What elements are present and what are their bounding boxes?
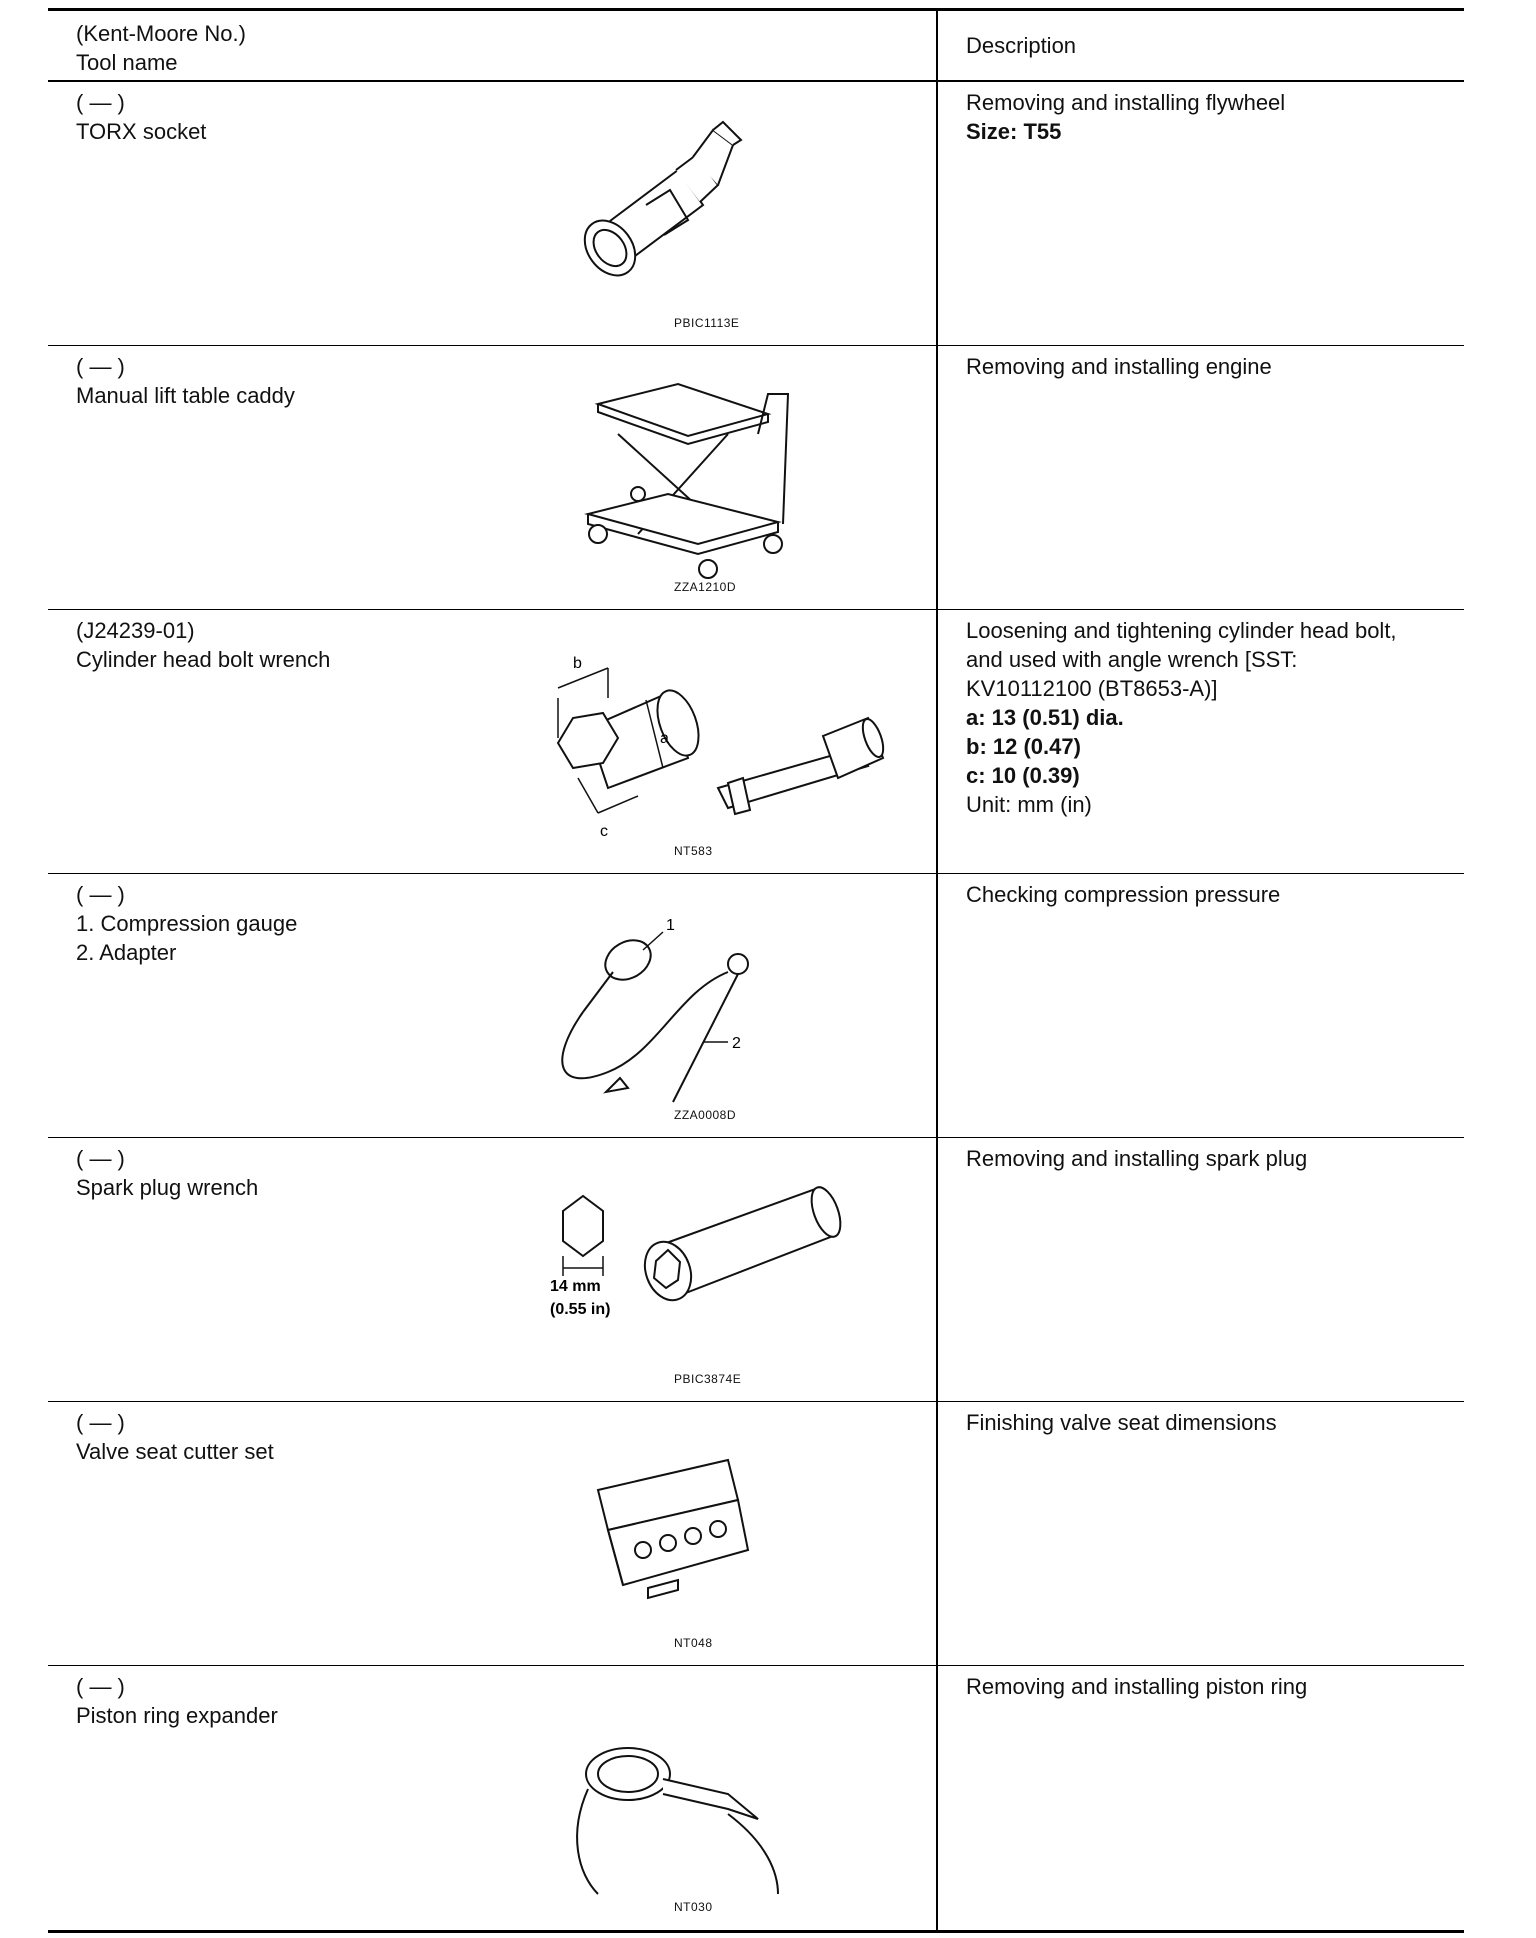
piston-ring-expander-drawing <box>528 1694 908 1926</box>
description-cell <box>966 352 1446 381</box>
tool-cell <box>76 880 297 967</box>
header-kent-moore-label: (Kent-Moore No.) <box>76 21 246 46</box>
table-row <box>48 610 1464 874</box>
figure-code: PBIC3874E <box>674 1372 742 1386</box>
description-text: Finishing valve seat dimensions <box>966 1410 1277 1435</box>
lift-table-drawing <box>528 374 908 606</box>
figure-code: PBIC1113E <box>674 316 740 330</box>
hex-size-mm: 14 mm <box>550 1278 601 1295</box>
spark-plug-wrench-drawing <box>528 1166 908 1398</box>
kent-moore-number: ( — ) <box>76 882 125 907</box>
tool-name: Manual lift table caddy <box>76 383 295 408</box>
valve-seat-cutter-drawing <box>528 1430 908 1662</box>
description-unit: Unit: mm (in) <box>966 792 1092 817</box>
description-cell <box>966 1672 1446 1701</box>
description-cell <box>966 88 1446 146</box>
torx-socket-illustration <box>528 110 908 342</box>
lift-table-illustration <box>528 374 908 606</box>
column-divider <box>936 8 938 1933</box>
table-row <box>48 1402 1464 1666</box>
description-text: Loosening and tightening cylinder head bolt, <box>966 618 1397 643</box>
table-bottom-rule <box>48 1930 1464 1933</box>
spark-plug-wrench-illustration <box>528 1166 908 1398</box>
description-cell <box>966 616 1446 819</box>
figure-code: ZZA0008D <box>674 1108 737 1122</box>
figure-code: NT583 <box>674 844 713 858</box>
description-text: Checking compression pressure <box>966 882 1281 907</box>
torx-socket-drawing <box>528 110 908 342</box>
description-text: Removing and installing flywheel <box>966 90 1286 115</box>
figure-code: NT030 <box>674 1900 713 1914</box>
description-cell <box>966 1144 1446 1173</box>
description-text: Removing and installing piston ring <box>966 1674 1308 1699</box>
compression-gauge-illustration <box>528 902 908 1134</box>
tool-cell <box>76 352 295 410</box>
tool-cell <box>76 1144 258 1202</box>
tool-name: Cylinder head bolt wrench <box>76 647 331 672</box>
table-row <box>48 346 1464 610</box>
table-row <box>48 82 1464 346</box>
description-text: KV10112100 (BT8653-A)] <box>966 676 1218 701</box>
table-header <box>48 11 1464 81</box>
header-tool-name-label: Tool name <box>76 50 178 75</box>
table-row <box>48 874 1464 1138</box>
kent-moore-number: ( — ) <box>76 1674 125 1699</box>
tool-name: Valve seat cutter set <box>76 1439 274 1464</box>
dimension-label-b: b <box>573 655 582 672</box>
description-cell <box>966 880 1446 909</box>
head-bolt-wrench-illustration <box>528 638 908 870</box>
tool-cell <box>76 88 206 146</box>
piston-ring-expander-illustration <box>528 1694 908 1926</box>
description-spec: b: 12 (0.47) <box>966 734 1081 759</box>
kent-moore-number: ( — ) <box>76 90 125 115</box>
head-bolt-wrench-drawing <box>528 638 908 870</box>
tool-cell <box>76 1672 278 1730</box>
tool-name: 1. Compression gauge <box>76 911 298 936</box>
description-spec: Size: T55 <box>966 119 1062 144</box>
description-spec: c: 10 (0.39) <box>966 763 1080 788</box>
table-row <box>48 1666 1464 1930</box>
dimension-label-c: c <box>600 823 608 840</box>
kent-moore-number: ( — ) <box>76 1146 125 1171</box>
description-text: and used with angle wrench [SST: <box>966 647 1298 672</box>
valve-seat-cutter-illustration <box>528 1430 908 1662</box>
tool-name: TORX socket <box>76 119 207 144</box>
tool-cell <box>76 616 330 674</box>
tool-name: Spark plug wrench <box>76 1175 259 1200</box>
figure-code: ZZA1210D <box>674 580 737 594</box>
callout-1: 1 <box>666 917 675 934</box>
header-tool-column <box>76 19 246 77</box>
kent-moore-number: (J24239-01) <box>76 618 195 643</box>
tool-cell <box>76 1408 274 1466</box>
figure-code: NT048 <box>674 1636 713 1650</box>
kent-moore-number: ( — ) <box>76 354 125 379</box>
table-row <box>48 1138 1464 1402</box>
tool-name: Piston ring expander <box>76 1703 278 1728</box>
tool-name: 2. Adapter <box>76 940 177 965</box>
callout-2: 2 <box>732 1035 741 1052</box>
kent-moore-number: ( — ) <box>76 1410 125 1435</box>
description-cell <box>966 1408 1446 1437</box>
hex-size-in: (0.55 in) <box>550 1301 611 1318</box>
description-text: Removing and installing engine <box>966 354 1272 379</box>
description-spec: a: 13 (0.51) dia. <box>966 705 1124 730</box>
description-text: Removing and installing spark plug <box>966 1146 1308 1171</box>
header-description-label: Description <box>966 33 1077 58</box>
dimension-label-a: a <box>660 730 669 747</box>
compression-gauge-drawing <box>528 902 908 1134</box>
